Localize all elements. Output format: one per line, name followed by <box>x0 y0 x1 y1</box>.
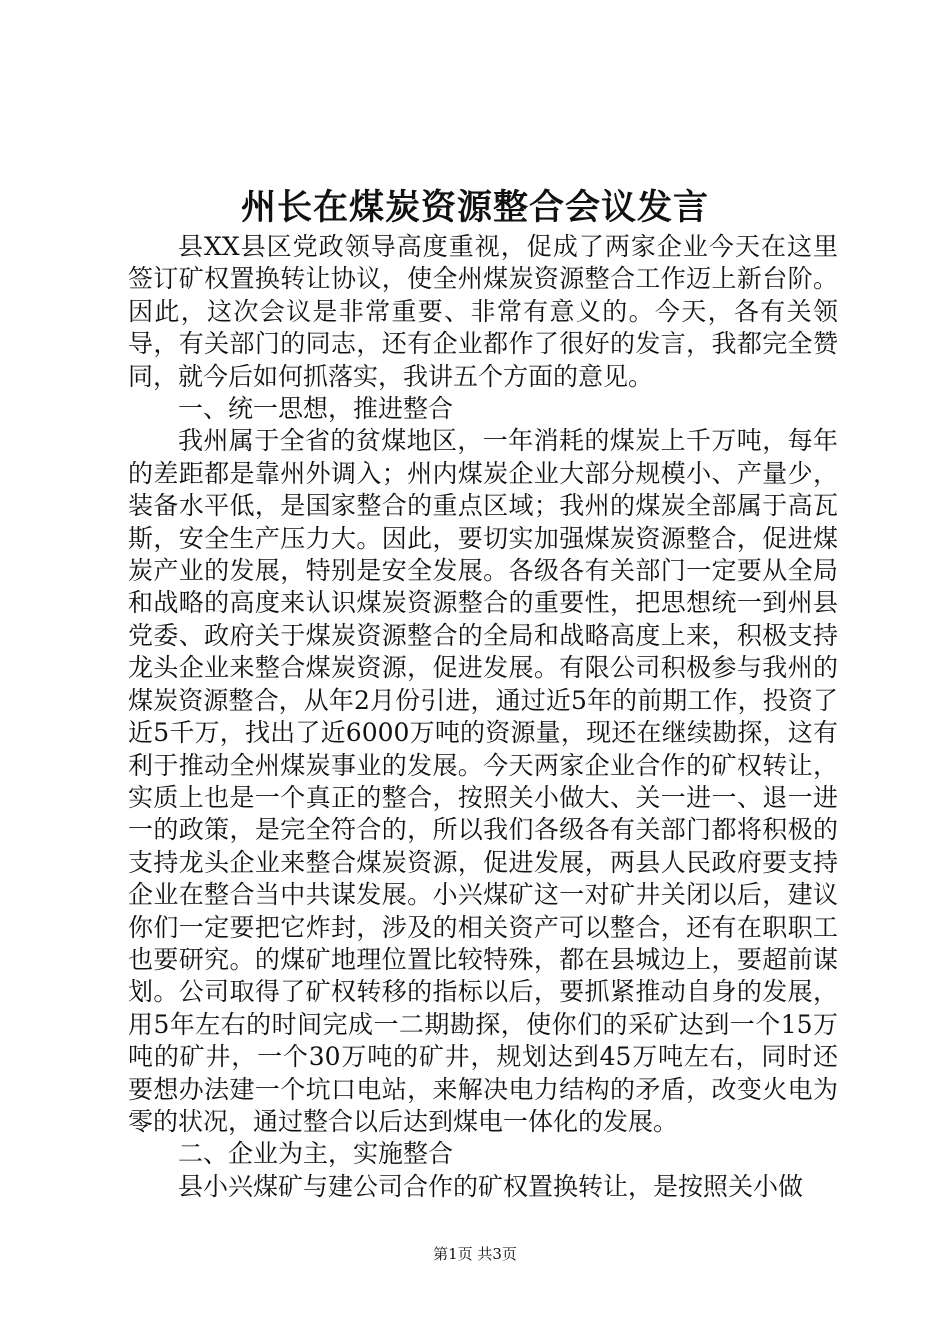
section-heading-2: 二、企业为主，实施整合 <box>178 1139 454 1169</box>
document-body <box>128 231 838 1203</box>
intro-paragraph: 县XX县区党政领导高度重视，促成了两家企业今天在这里签订矿权置换转让协议，使全州煤炭资源整合工作迈上新台阶。因此，这次会议是非常重要、非常有意义的。今天，各有关领导，有关部门的同志，还有企业都作了很好的发言，我都完全赞同，就今后如何抓落实，我讲五个方面的意见。 <box>128 232 838 391</box>
document-title: 州长在煤炭资源整合会议发言 <box>240 187 709 228</box>
section-heading-1: 一、统一思想，推进整合 <box>178 394 454 424</box>
page-number-footer: 第1页 共3页 <box>433 1245 517 1263</box>
section-2-paragraph: 县小兴煤矿与建公司合作的矿权置换转让，是按照关小做 <box>178 1171 804 1201</box>
section-1-paragraph: 我州属于全省的贫煤地区，一年消耗的煤炭上千万吨，每年的差距都是靠州外调入；州内煤炭企业大部分规模小、产量少，装备水平低，是国家整合的重点区域；我州的煤炭全部属于高瓦斯，安全生产压力大。因此，要切实加强煤炭资源整合，促进煤炭产业的发展，特别是安全发展。各级各有关部门一定要从全局和战略的高度来认识煤炭资源整合的重要性，把思想统一到州县党委、政府关于煤炭资源整合的全局和战略高度上来，积极支持龙头企业来整合煤炭资源，促进发展。有限公司积极参与我州的煤炭资源整合，从年2月份引进，通过近5年的前期工作，投资了近5千万，找出了近6000万吨的资源量，现还在继续勘探，这有利于推动全州煤炭事业的发展。今天两家企业合作的矿权转让，实质上也是一个真正的整合，按照关小做大、关一进一、退一进一的政策，是完全符合的，所以我们各级各有关部门都将积极的支持龙头企业来整合煤炭资源，促进发展，两县人民政府要支持企业在整合当中共谋发展。小兴煤矿这一对矿井关闭以后，建议你们一定要把它炸封，涉及的相关资产可以整合，还有在职职工也要研究。的煤矿地理位置比较特殊，都在县城边上，要超前谋划。公司取得了矿权转移的指标以后，要抓紧推动自身的发展，用5年左右的时间完成一二期勘探，使你们的采矿达到一个15万吨的矿井，一个30万吨的矿井，规划达到45万吨左右，同时还要想办法建一个坑口电站，来解决电力结构的矛盾，改变火电为零的状况，通过整合以后达到煤电一体化的发展。 <box>128 426 838 1136</box>
